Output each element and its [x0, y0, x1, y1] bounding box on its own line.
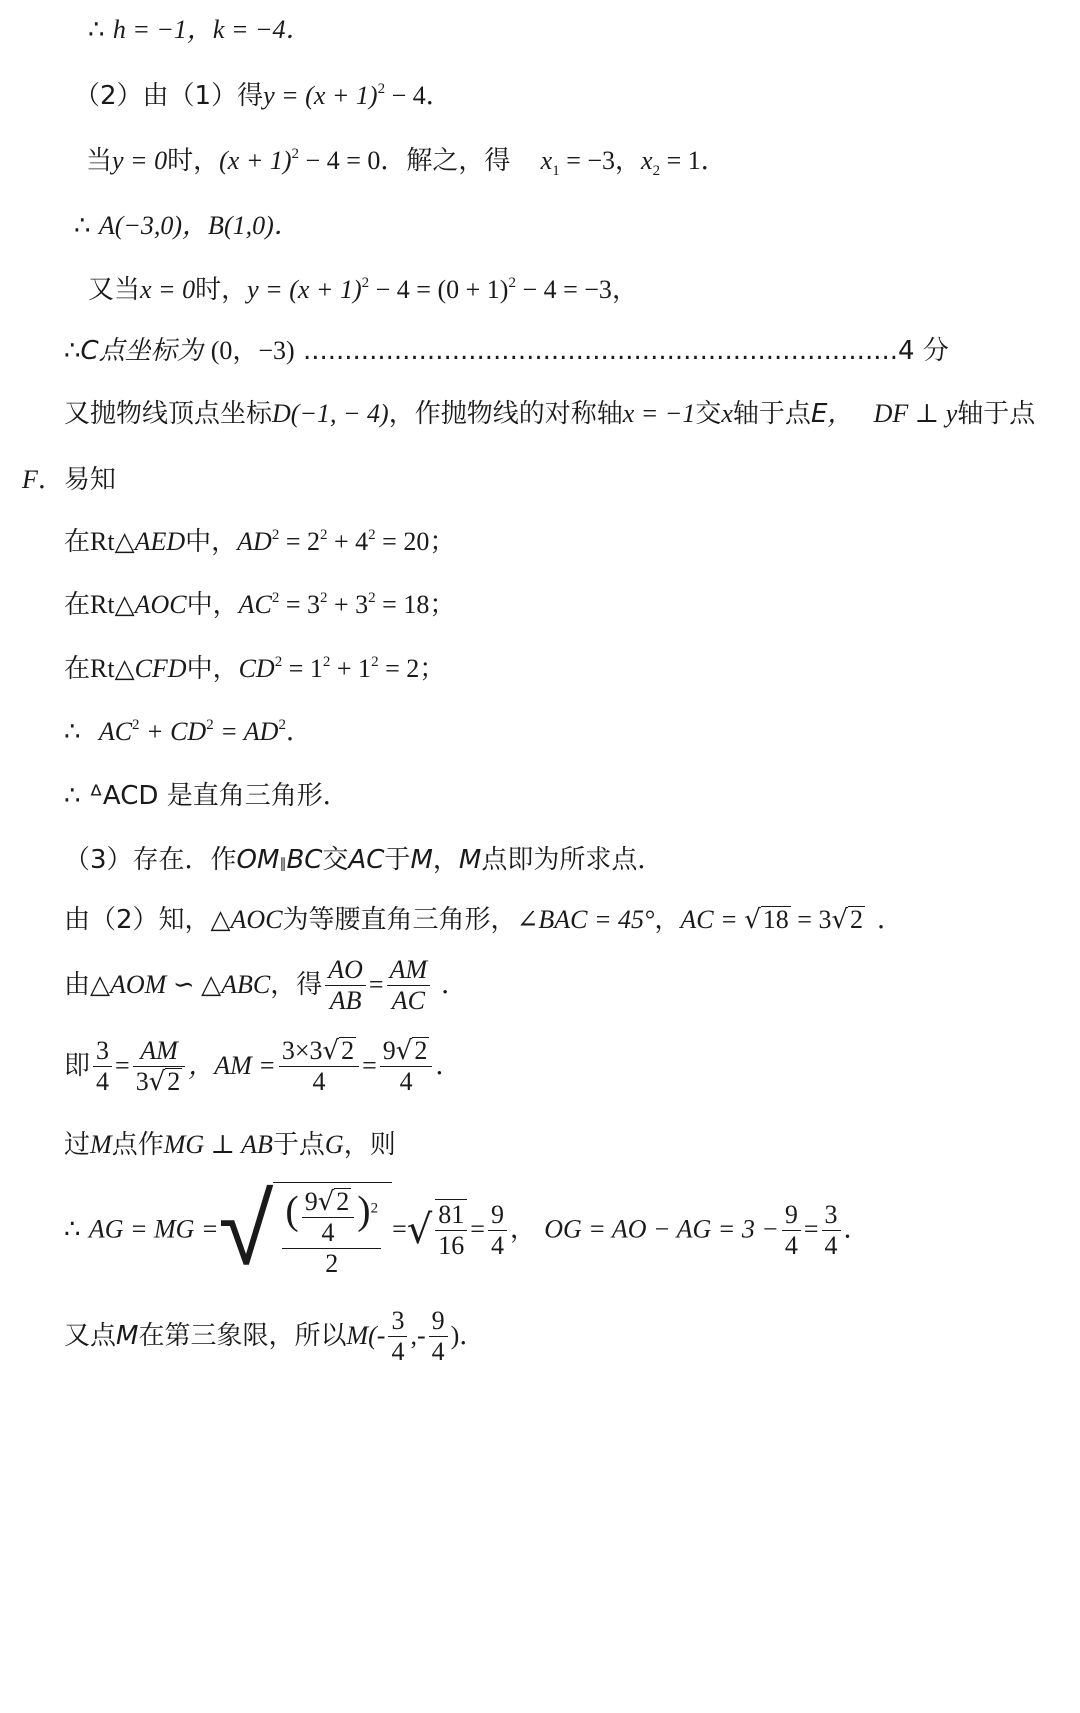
line-17: 即 $\frac{3}{4}$ = $\frac{AM}{3√2}$ ，AM = $\frac{3\times 3√2}{4}$ = $\frac{9√2}{4}$ ．: [64, 1036, 462, 1097]
line-15: 由（2）知，△AOC为等腰直角三角形，∠BAC = 45°，AC = √18 = 3√2 ．: [64, 905, 904, 935]
line-11: 在Rt△CFD中，$CD^2 = 1^2 + 1^2 = 2$；: [64, 654, 446, 684]
line-2: （2）由（1）得$y = (x + 1)^2 - 4$．: [74, 81, 452, 111]
line-18: 过M点作MG ⊥ AB于点G，则: [64, 1130, 396, 1160]
fraction-3x3root2-4: $\frac{3\times 3√2}{4}$: [279, 1036, 359, 1097]
big-radical: ( $\frac{9√2}{4}$ )$^2$ 2: [273, 1182, 392, 1279]
line-13: ∴ ᐞACD 是直角三角形．: [64, 781, 349, 811]
line-7: 又抛物线顶点坐标D(−1, − 4)，作抛物线的对称轴x = −1交x轴于点E， DF ⊥ y轴于点: [64, 399, 1036, 429]
line-16: 由△AOM ∽ △ABC，得 $\frac{AO}{AB}$ = $\frac{AM}{AC}$ ．: [64, 955, 468, 1015]
line-1: ∴ h = −1，k = −4．: [88, 15, 312, 45]
line-4: ∴ A(−3,0)，B(1,0)．: [74, 211, 300, 241]
line-10: 在Rt△AOC中，$AC^2 = 3^2 + 3^2 = 18$；: [64, 590, 456, 620]
line-14: （3）存在．作OM∥BC交AC于M，M点即为所求点．: [64, 845, 664, 875]
score: 4 分: [898, 336, 949, 366]
fraction-am-ac: $\frac{AM}{AC}$: [387, 955, 431, 1016]
leader-dots: ........................................................................: [302, 336, 899, 366]
line-6: ∴C点坐标为 (0，−3) ........................................................................4 分: [64, 336, 949, 366]
line-5: 又当x = 0时，$y = (x + 1)^2 - 4 = (0 + 1)^2 - 4 = -3$，: [88, 275, 638, 305]
line-8: F．易知: [22, 465, 116, 495]
fraction-am-3root2: $\frac{AM}{3√2}$: [133, 1036, 186, 1097]
line-12: ∴ $AC^2 + CD^2 = AD^2$．: [64, 717, 312, 747]
fraction-3-4: $\frac{3}{4}$: [93, 1036, 112, 1097]
line-3: 当y = 0时，$(x + 1)^2 - 4 = 0$．解之，得 $x_1 = -3$，$x_2 = 1$．: [86, 146, 727, 179]
fraction-9root2-4: $\frac{9√2}{4}$: [380, 1036, 433, 1097]
line-20: 又点M在第三象限，所以M(- $\frac{3}{4}$ ,- $\frac{9}{4}$ )．: [64, 1306, 486, 1366]
line-19: ∴ AG = MG =√ ( $\frac{9√2}{4}$ )$^2$ 2 =√ $\frac{81}{16}$ = $\frac{9}{4}$ ， OG = AO − AG = 3 − $\frac{9}{4}$ = $\frac{3}{4}$ ．: [64, 1171, 870, 1288]
line-9: 在Rt△AED中，$AD^2 = 2^2 + 4^2 = 20$；: [64, 527, 456, 557]
fraction-ao-ab: $\frac{AO}{AB}$: [325, 955, 366, 1016]
